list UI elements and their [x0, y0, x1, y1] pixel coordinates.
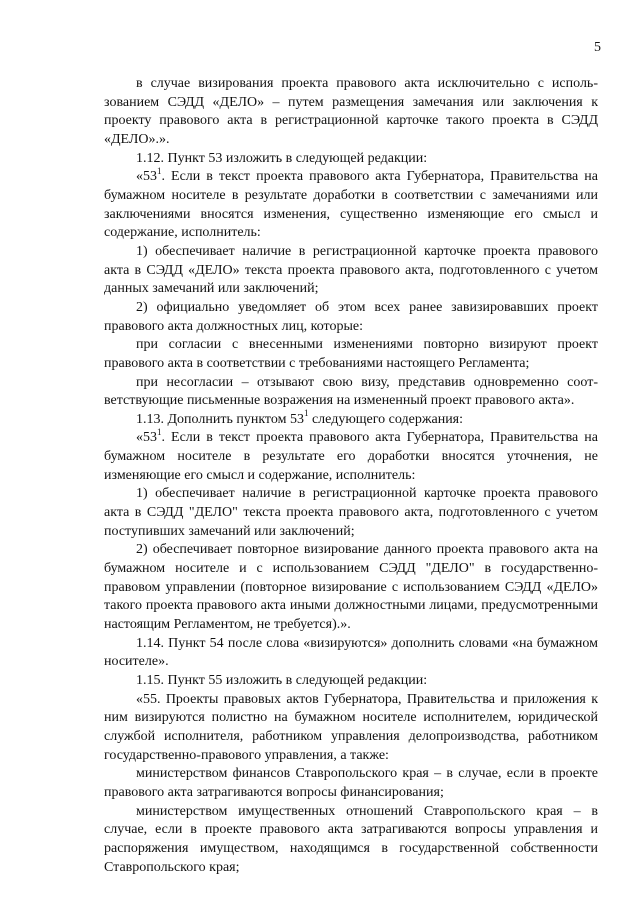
paragraph-6: при согласии с внесенными изменениями повторно визируют проект правового акта в соответствии с требованиями настоящего Регламента; [104, 337, 598, 371]
paragraph-14: «55. Проекты правовых актов Губернатора, Правительства и приложения к ним визируются полистно на бумажном носителе исполнителем, юридической службой исполнителя, работником управления делопроизводства, работником государственно-правового управления, а также: [104, 691, 598, 763]
paragraph-7: при несогласии – отзывают свою визу, представив одновременно соответствующие письменные возражения на измененный проект правового акта». [104, 374, 598, 409]
paragraph-15: министерством финансов Ставропольского края – в случае, если в проекте правового акта затрагиваются вопросы финансирования; [104, 766, 598, 800]
paragraph-16: министерством имущественных отношений Ставропольского края – в случае, если в проекте правового акта затрагиваются вопросы управления и распоряжения имуществом, находящимся в государственной собственности Ставропольского края; [104, 803, 598, 875]
paragraph-3-superscript: 1 [157, 165, 162, 176]
paragraph-3-rest: . Если в текст проекта правового акта Губернатора, Правительства на бумажном носителе в результате доработки в соответствии с замечаниями или заключениями вносятся изменения, существенно изменяющие его смысл и содержание, исполнитель: [104, 169, 598, 241]
paragraph-5: 2) официально уведомляет об этом всех ранее завизировавших проект правового акта должностных лиц, которые: [104, 299, 598, 334]
paragraph-1: в случае визирования проекта правового акта исключительно с использованием СЭДД «ДЕЛО» – путем размещения замечания или заключения к проекту правового акта в регистрационной карточке такого проекта в СЭДД «ДЕЛО».». [104, 76, 598, 147]
paragraph-8-superscript: 1 [303, 408, 309, 419]
paragraph-12: 1.14. Пункт 54 после слова «визируются» дополнить словами «на бумажном носителе». [104, 635, 598, 670]
paragraph-8-prefix: 1.13. Дополнить пунктом 53 [136, 411, 304, 427]
paragraph-8-rest: следующего содержания: [308, 411, 464, 427]
paragraph-11: 2) обеспечивает повторное визирование данного проекта правового акта на бумажном носителе и с использованием СЭДД "ДЕЛО" в государственно-правовом управлении (повторное визирование с использованием СЭДД «ДЕЛО» такого проекта правового акта иными должностными лицами, предусмотренными настоящим Регламентом, не требуется).». [104, 542, 598, 633]
page-number: 5 [594, 40, 601, 55]
paragraph-2: 1.12. Пункт 53 изложить в следующей редакции: [136, 150, 428, 166]
paragraph-9 [104, 426, 598, 485]
paragraph-8 [104, 408, 598, 430]
paragraph-9-rest: . Если в текст проекта правового акта Губернатора, Правительства на бумажном носителе в результате его доработки вносятся уточнения, не изменяющие его смысл и содержание, исполнитель: [104, 430, 598, 483]
paragraph-13: 1.15. Пункт 55 изложить в следующей редакции: [136, 673, 428, 688]
paragraph-10: 1) обеспечивает наличие в регистрационной карточке проекта правового акта в СЭДД "ДЕЛО" текста проекта правового акта, подготовленного с учетом поступивших замечаний или заключений; [104, 486, 598, 539]
paragraph-3 [104, 165, 598, 243]
paragraph-9-superscript: 1 [157, 426, 162, 437]
paragraph-3-prefix: «53 [136, 169, 157, 185]
paragraph-9-prefix: «53 [136, 430, 157, 446]
document-text [104, 75, 598, 877]
paragraph-4: 1) обеспечивает наличие в регистрационной карточке проекта правового акта в СЭДД «ДЕЛО» текста проекта правового акта, подготовленного с учетом данных замечаний или заключений; [104, 243, 598, 297]
